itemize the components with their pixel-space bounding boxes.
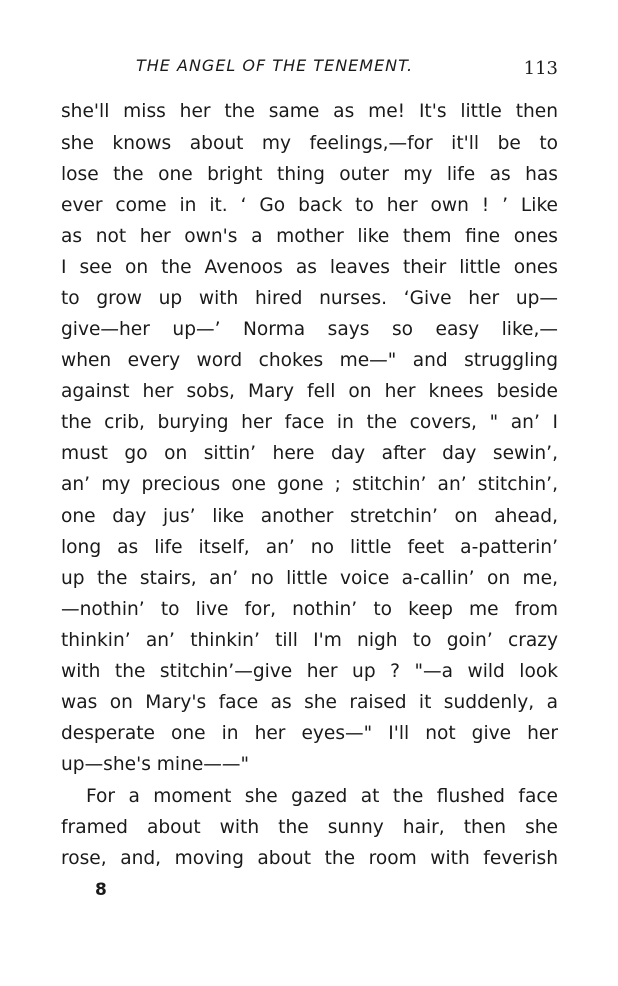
text-line: with the stitchin’—give her up ? "—a wild look: [61, 661, 558, 682]
text-line: as not her own's a mother like them fine ones: [61, 226, 558, 247]
text-line: up—she's mine——": [61, 754, 250, 775]
signature-mark: 8: [95, 880, 107, 900]
text-line: when every word chokes me—" and struggling: [61, 350, 558, 371]
text-line: ever come in it. ‘ Go back to her own ! ’ Like: [61, 195, 558, 216]
text-line: she'll miss her the same as me! It's little then: [61, 101, 558, 122]
text-line: one day jus’ like another stretchin’ on ahead,: [61, 506, 558, 527]
text-line: I see on the Avenoos as leaves their little ones: [61, 257, 558, 278]
text-line: the crib, burying her face in the covers, " an’ I: [61, 412, 558, 433]
text-line: she knows about my feelings,—for it'll be to: [61, 133, 558, 154]
text-line: rose, and, moving about the room with feverish: [61, 848, 558, 869]
text-line: against her sobs, Mary fell on her knees beside: [61, 381, 558, 402]
running-title: THE ANGEL OF THE TENEMENT.: [136, 56, 414, 75]
text-line: desperate one in her eyes—" I'll not give her: [61, 723, 558, 744]
text-line: must go on sittin’ here day after day sewin’,: [61, 443, 558, 464]
page-number: 113: [523, 58, 558, 79]
text-line-paragraph-start: For a moment she gazed at the flushed face: [86, 786, 558, 807]
text-line: framed about with the sunny hair, then she: [61, 817, 558, 838]
text-line: give—her up—’ Norma says so easy like,—: [61, 319, 558, 340]
text-line: to grow up with hired nurses. ‘Give her up—: [61, 288, 558, 309]
text-line: was on Mary's face as she raised it suddenly, a: [61, 692, 558, 713]
text-line: long as life itself, an’ no little feet a-patterin’: [61, 537, 558, 558]
text-line: up the stairs, an’ no little voice a-callin’ on me,: [61, 568, 558, 589]
text-line: lose the one bright thing outer my life as has: [61, 164, 558, 185]
running-header: [136, 56, 572, 84]
text-line: an’ my precious one gone ; stitchin’ an’ stitchin’,: [61, 474, 558, 495]
text-line: thinkin’ an’ thinkin’ till I'm nigh to goin’ crazy: [61, 630, 558, 651]
text-line: —nothin’ to live for, nothin’ to keep me from: [61, 599, 558, 620]
